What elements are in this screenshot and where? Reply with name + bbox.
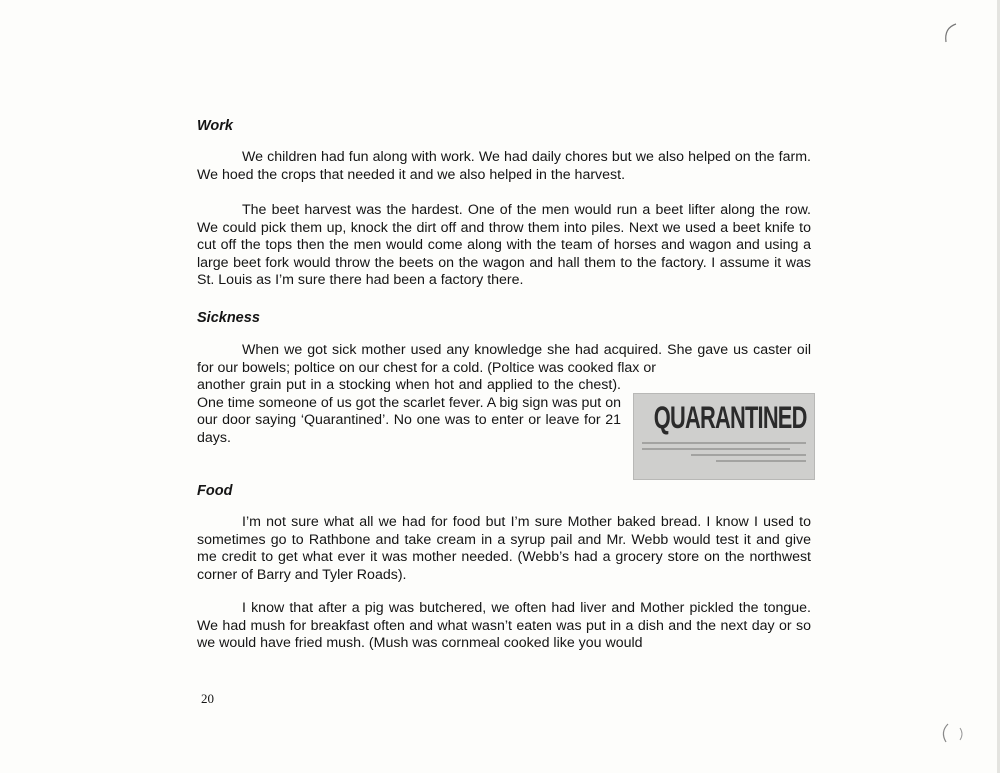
page-number: 20 [201,691,214,706]
scan-mark-icon [938,18,968,48]
section-heading-sickness: Sickness [197,310,260,326]
quarantine-sign-image [633,393,815,480]
section-heading-food: Food [197,483,233,499]
paragraph-sickness-2: another grain put in a stocking when hot and applied to the chest). One time someone of us got the scarlet fever. A big sign was put on our door saying ‘Quarantined’. No one was to enter or leave for 21 days. [197,377,621,446]
quarantine-sign-text: QUARANTINED [653,400,807,435]
paragraph-food-1: I’m not sure what all we had for food but I’m sure Mother baked bread. I know I used to sometimes go to Rathbone and take cream in a syrup pail and Mr. Webb would test it and give me credit to get what ever it was mother needed. (Webb’s had a grocery store on the northwest corner of Barry and Tyler Roads). [197,514,811,583]
paragraph-sickness-1: When we got sick mother used any knowledge she had acquired. She gave us caster oil for our bowels; poltice on our chest for a cold. (Poltice was cooked flax or [197,342,811,376]
paragraph-food-2: I know that after a pig was butchered, we often had liver and Mother pickled the tongue. We had mush for breakfast often and what wasn’t eaten was put in a dish and the next day or so we would have fried mush. (Mush was cornmeal cooked like you would [197,600,811,652]
paragraph-work-2: The beet harvest was the hardest. One of the men would run a beet lifter along the row. We could pick them up, knock the dirt off and throw them into piles. Next we used a beet knife to cut off the tops then the men would come along with the team of horses and wagon and using a large beet fork would throw the beets on the wagon and hall them to the factory. I assume it was St. Louis as I’m sure there had been a factory there. [197,202,811,289]
scan-mark-icon [936,718,976,748]
section-heading-work: Work [197,118,233,134]
sign-fine-print [642,442,806,466]
paragraph-work-1: We children had fun along with work. We had daily chores but we also helped on the farm. We hoed the crops that needed it and we also helped in the harvest. [197,149,811,183]
